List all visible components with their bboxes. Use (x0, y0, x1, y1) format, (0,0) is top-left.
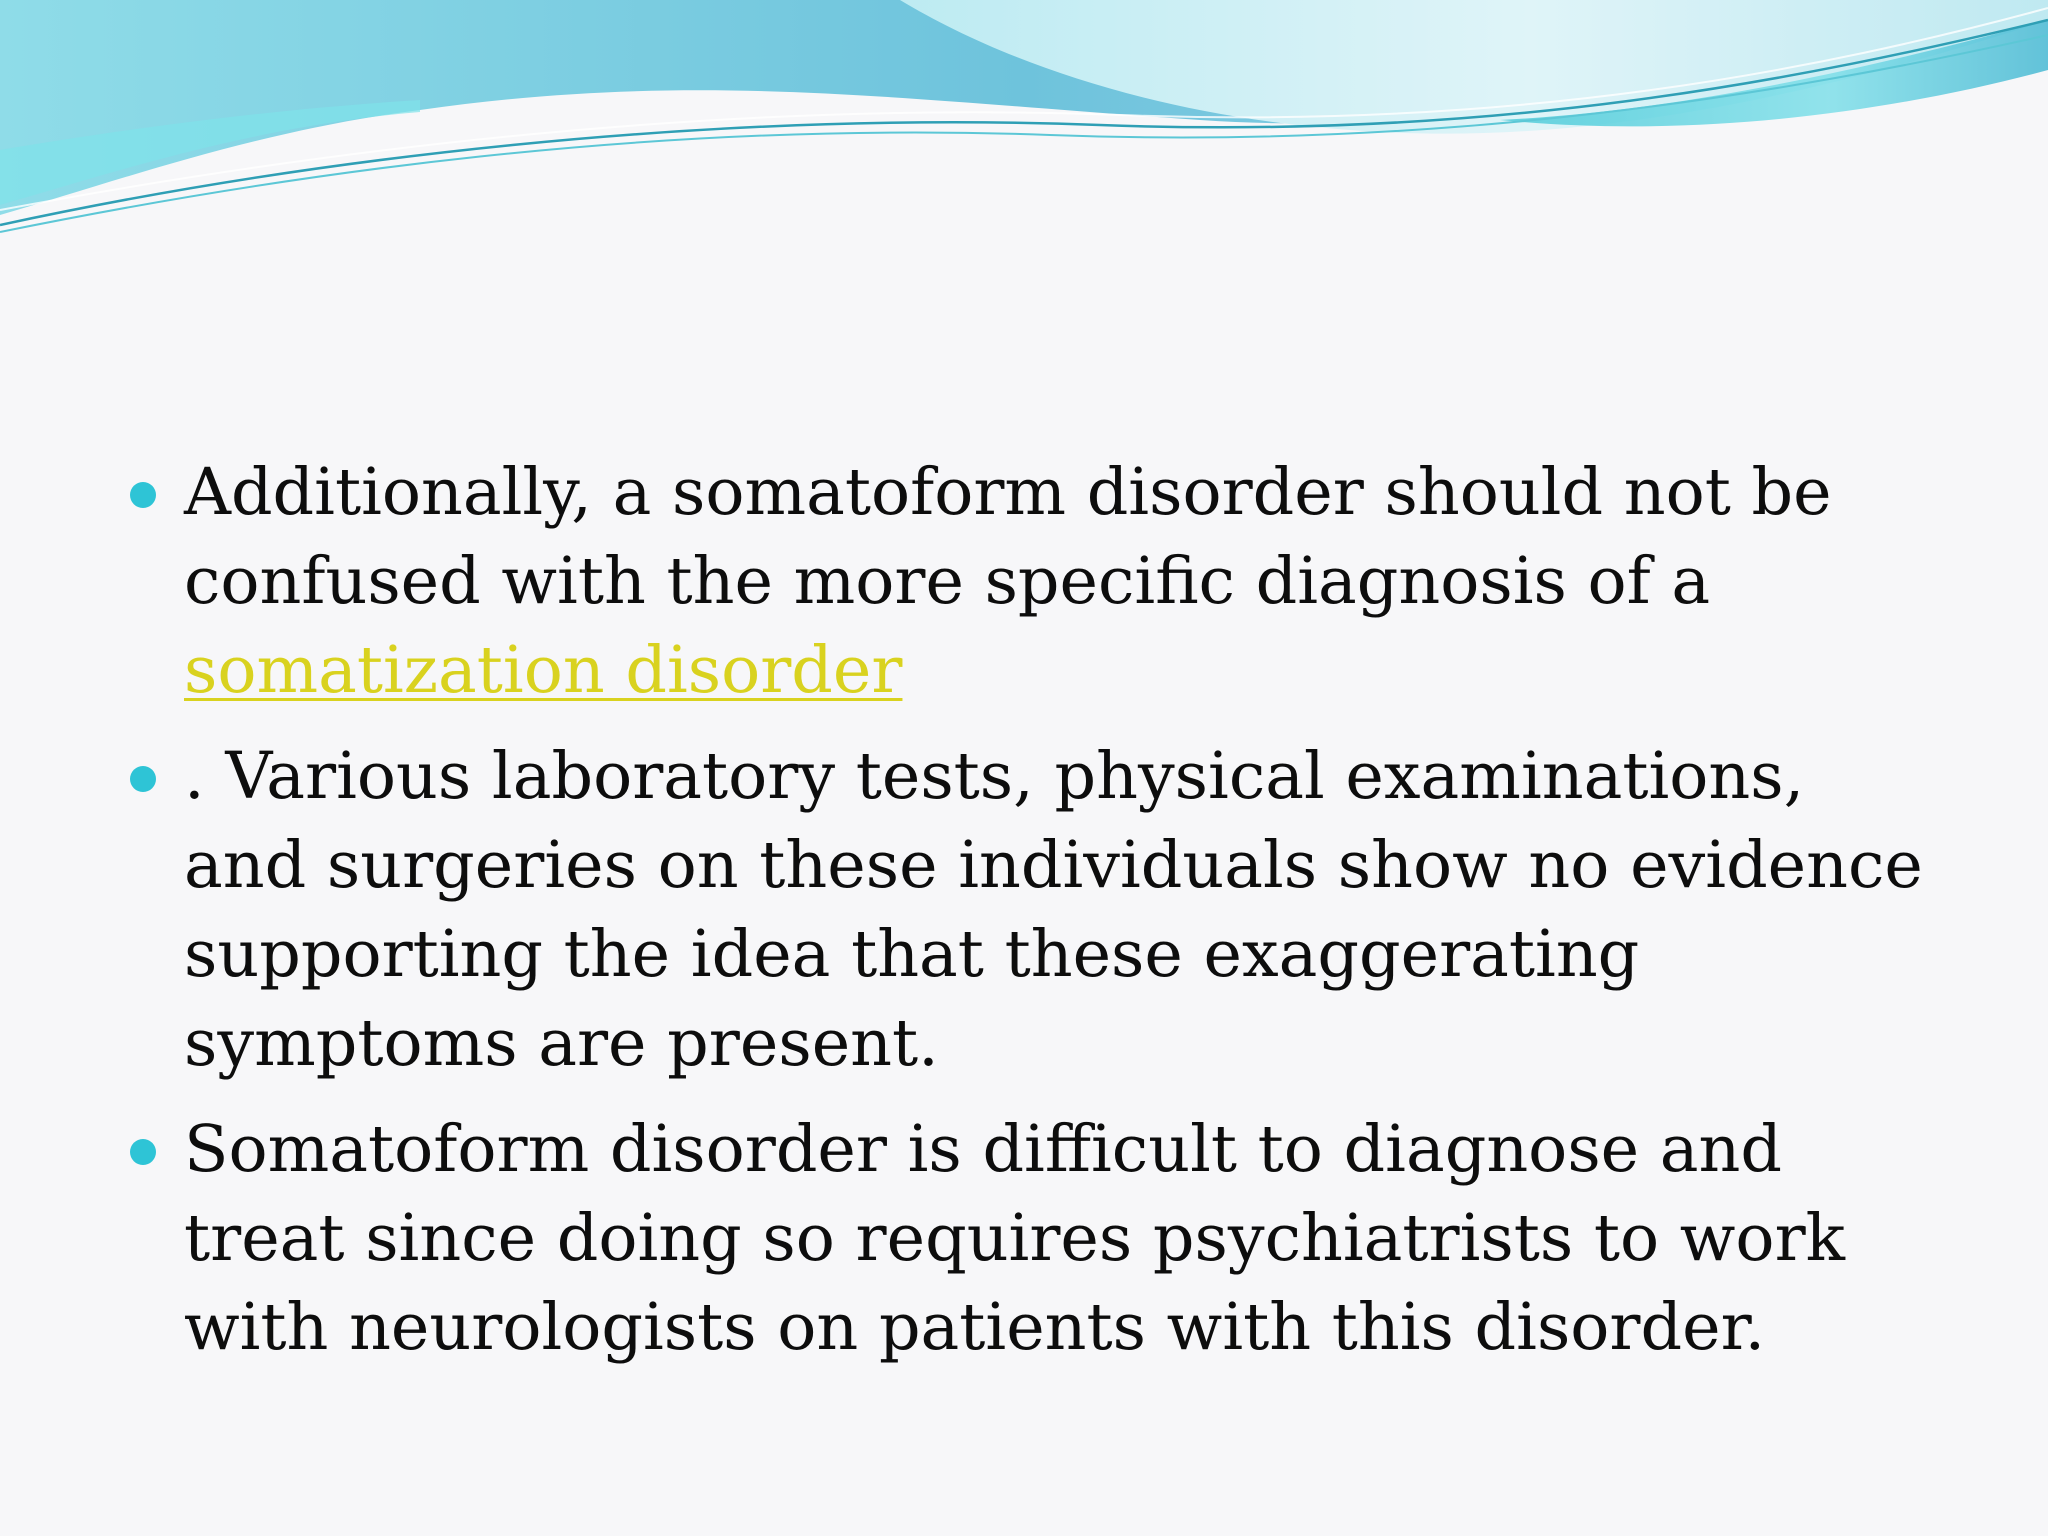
bullet-list (130, 448, 1930, 1372)
bullet-text-2: . Various laboratory tests, physical examinations, and surgeries on these individuals show no evidence supporting the idea that these exaggerating symptoms are present. (184, 739, 1923, 1081)
somatization-disorder-link[interactable]: somatization disorder (184, 633, 903, 708)
content-area (130, 448, 1930, 1389)
bullet-item-1 (130, 448, 1930, 715)
bullet-dot-icon (130, 482, 156, 508)
bullet-text-3: Somatoform disorder is difficult to diagnose and treat since doing so requires psychiatrists to work with neurologists on patients with this disorder. (184, 1112, 1846, 1365)
header-wave-decoration (0, 0, 2048, 240)
bullet-dot-icon (130, 766, 156, 792)
bullet-text-1: Additionally, a somatoform disorder should not be confused with the more specific diagnosis of a (184, 455, 1832, 619)
bullet-item-2 (130, 732, 1930, 1088)
bullet-item-3 (130, 1105, 1930, 1372)
bullet-dot-icon (130, 1139, 156, 1165)
